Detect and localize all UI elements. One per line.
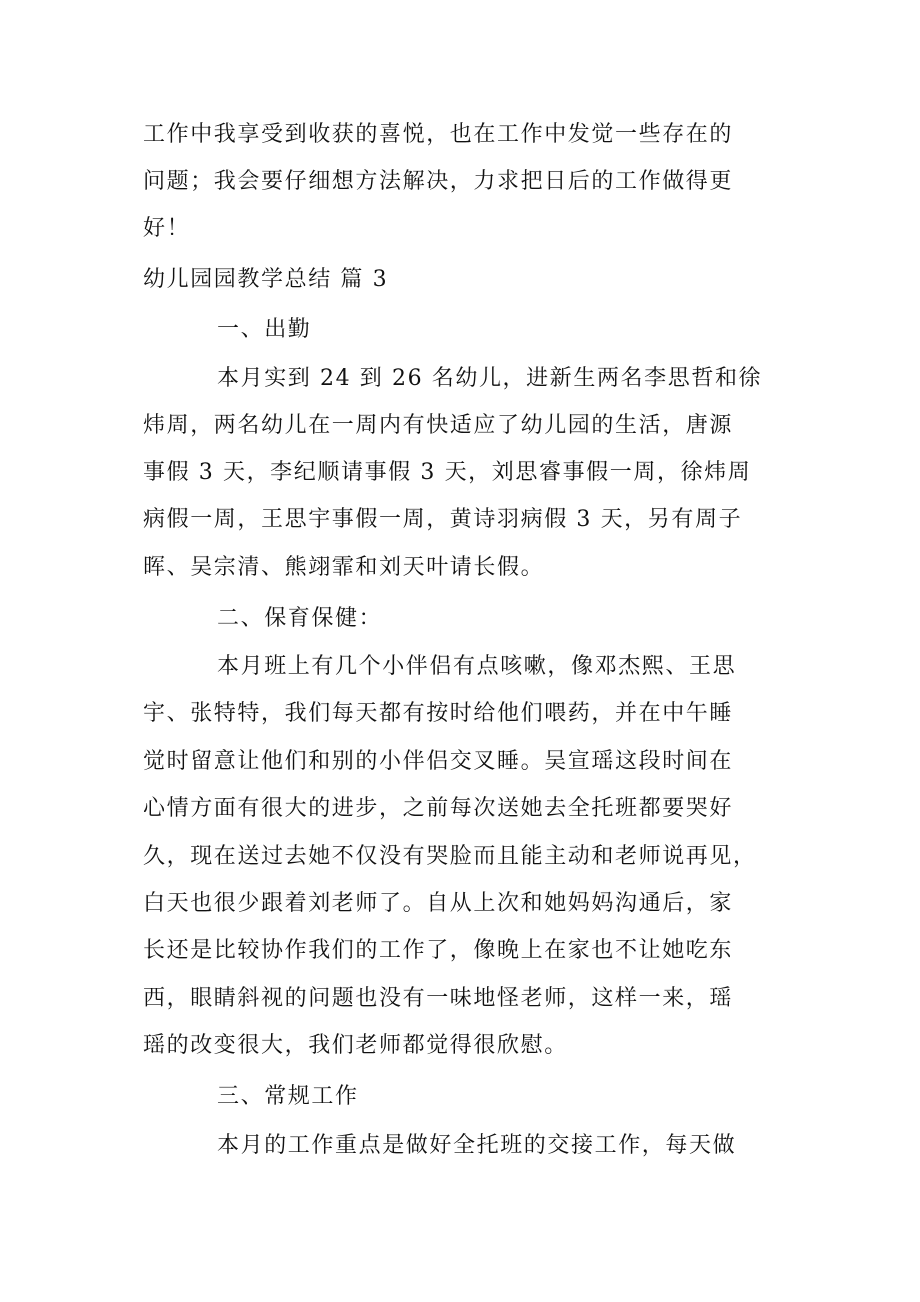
paragraph-line: 宇、张特特，我们每天都有按时给他们喂药，并在中午睡 <box>143 701 734 726</box>
heading-routine: 三、常规工作 <box>217 1084 359 1109</box>
paragraph-line: 本月班上有几个小伴侣有点咳嗽，像邓杰熙、王思 <box>217 654 737 679</box>
paragraph-line: 晖、吴宗清、熊翊霏和刘天叶请长假。 <box>143 555 545 580</box>
paragraph-line: 瑶的改变很大，我们老师都觉得很欣慰。 <box>143 1033 568 1058</box>
paragraph-line: 西，眼睛斜视的问题也没有一味地怪老师，这样一来，瑶 <box>143 986 734 1011</box>
paragraph-line: 病假一周，王思宇事假一周，黄诗羽病假 3 天，另有周子 <box>143 507 743 532</box>
paragraph-line: 问题；我会要仔细想方法解决，力求把日后的工作做得更 <box>143 169 734 194</box>
paragraph-line: 心情方面有很大的进步，之前每次送她去全托班都要哭好 <box>143 796 734 821</box>
paragraph-line: 事假 3 天，李纪顺请事假 3 天，刘思睿事假一周，徐炜周 <box>143 460 752 485</box>
paragraph-line: 长还是比较协作我们的工作了，像晚上在家也不让她吃东 <box>143 938 734 963</box>
section-title: 幼儿园园教学总结 篇 3 <box>143 267 389 292</box>
heading-attendance: 一、出勤 <box>217 317 312 342</box>
heading-care: 二、保育保健： <box>217 606 383 631</box>
paragraph-line: 好！ <box>143 216 191 241</box>
paragraph-line: 白天也很少跟着刘老师了。自从上次和她妈妈沟通后，家 <box>143 891 734 916</box>
paragraph-line: 炜周，两名幼儿在一周内有快适应了幼儿园的生活，唐源 <box>143 413 734 438</box>
paragraph-line: 本月实到 24 到 26 名幼儿，进新生两名李思哲和徐 <box>217 366 763 391</box>
paragraph-line: 本月的工作重点是做好全托班的交接工作，每天做 <box>217 1133 737 1158</box>
paragraph-line: 久，现在送过去她不仅没有哭脸而且能主动和老师说再见， <box>143 844 757 869</box>
paragraph-line: 工作中我享受到收获的喜悦，也在工作中发觉一些存在的 <box>143 122 734 147</box>
paragraph-line: 觉时留意让他们和别的小伴侣交叉睡。吴宣瑶这段时间在 <box>143 749 734 774</box>
